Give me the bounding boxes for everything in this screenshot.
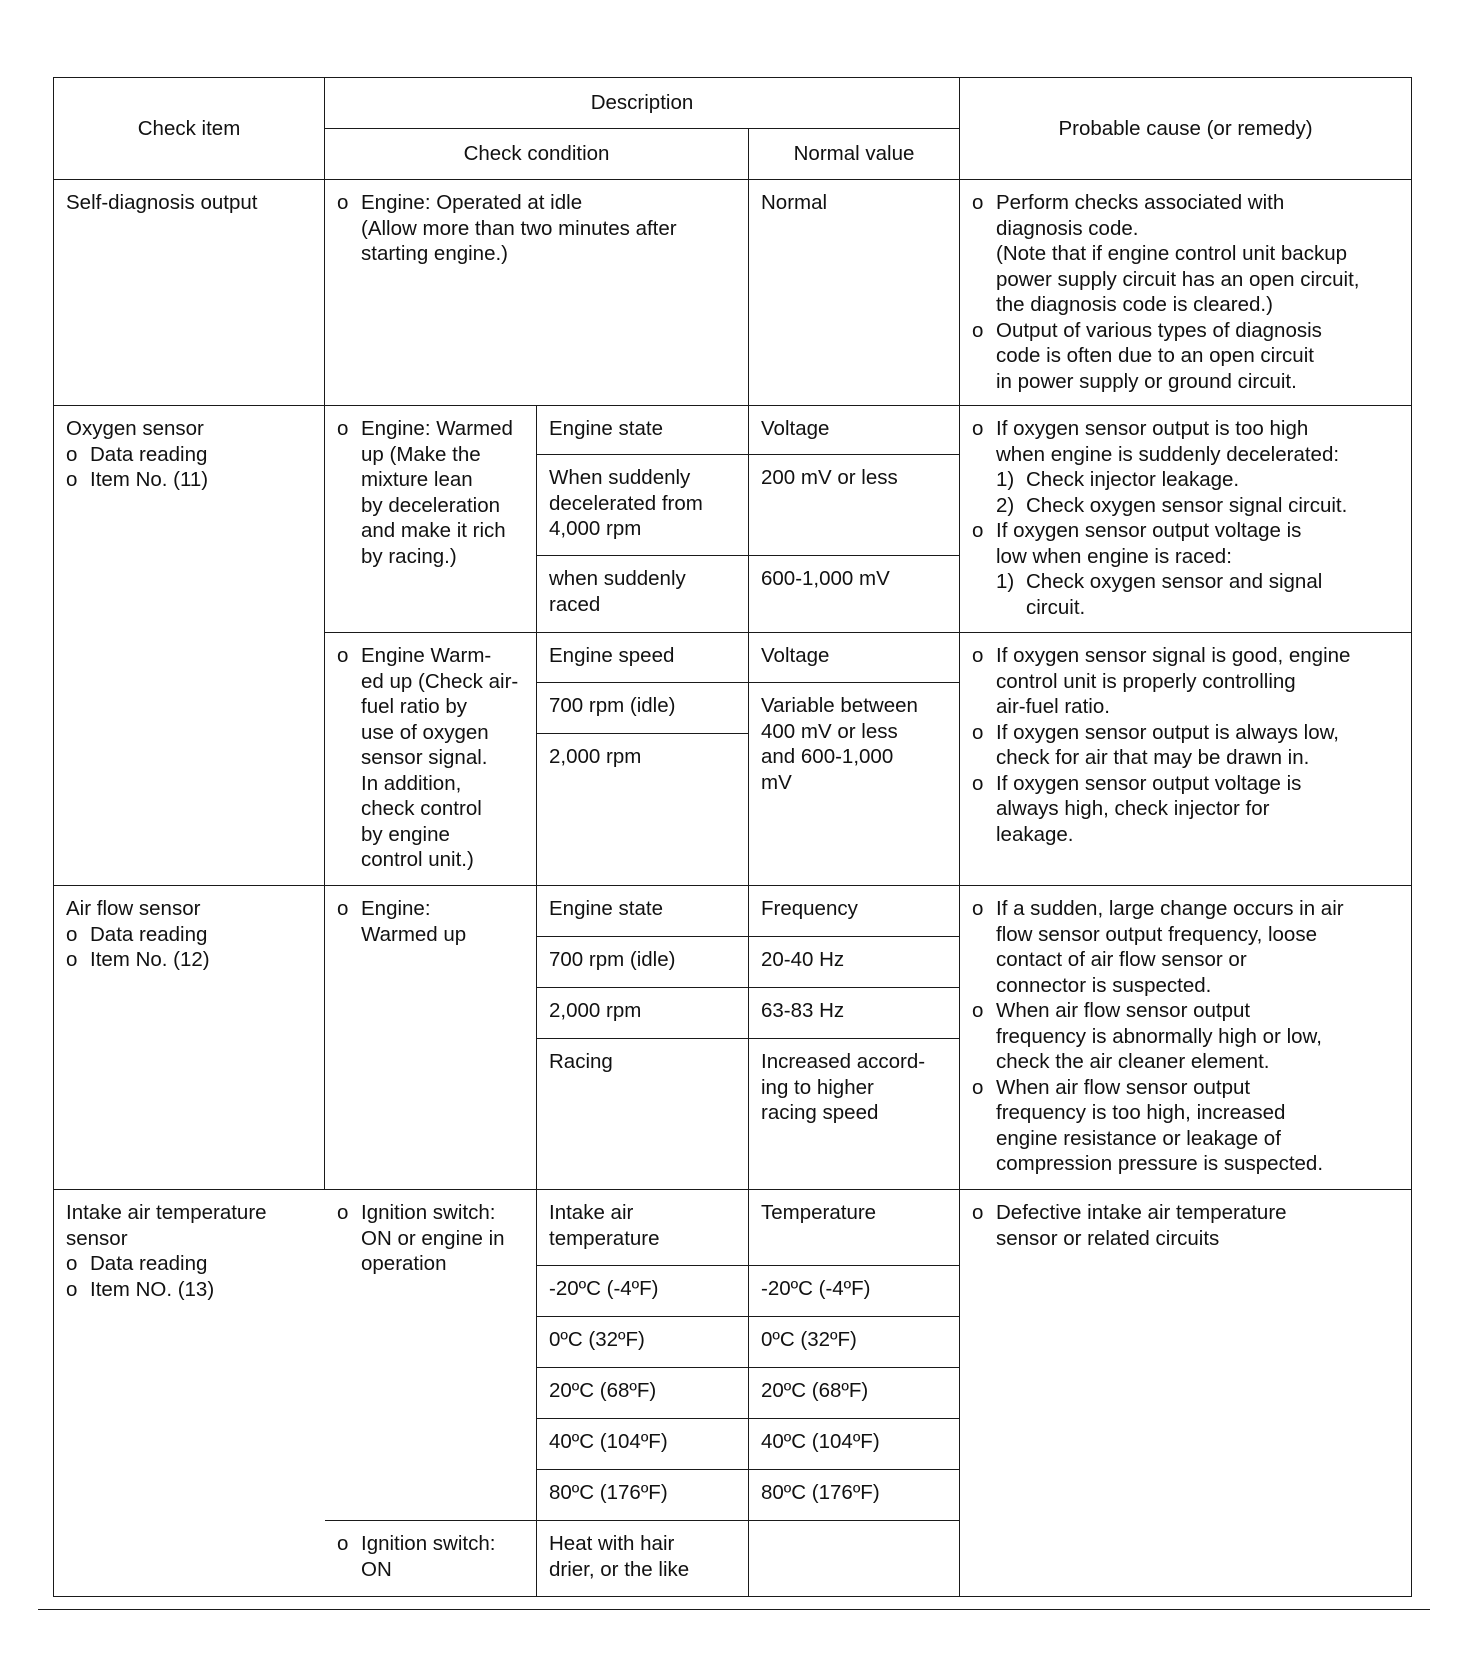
page-bottom-rule: [38, 1609, 1430, 1610]
airflow-item: Air flow sensor o Data reading o Item No. (12): [54, 886, 325, 1190]
airflow-value-2000: 63-83 Hz: [749, 988, 960, 1039]
intake-state: 0ºC (32ºF): [537, 1317, 749, 1368]
self-diag-item: Self-diagnosis output: [54, 180, 325, 406]
airflow-state-idle: 700 rpm (idle): [537, 937, 749, 988]
oxygen-state-decel: When suddenly decelerated from 4,000 rpm: [537, 455, 749, 556]
airflow-frequency-header: Frequency: [749, 886, 960, 937]
oxygen-state-raced: when suddenly raced: [537, 556, 749, 633]
intake-state: 40ºC (104ºF): [537, 1419, 749, 1470]
header-row-1: [54, 78, 1412, 129]
row-self-diagnosis: [54, 180, 1412, 406]
header-check-item: Check item: [54, 78, 325, 180]
check-table: [53, 77, 1412, 1597]
airflow-state-racing: Racing: [537, 1039, 749, 1190]
intake-condition-2: o Ignition switch: ON: [325, 1521, 537, 1597]
airflow-condition: o Engine: Warmed up: [325, 886, 537, 1190]
oxygen-cause-1: o If oxygen sensor output is too high when engine is suddenly decelerated: 1) Check injector leakage. 2) Check oxygen sensor signal circuit. o If oxygen sensor output voltage is low when engine is raced: 1) Check oxygen sensor and signal circuit.: [960, 406, 1412, 633]
intake-temperature-header: Temperature: [749, 1190, 960, 1266]
intake-value: 40ºC (104ºF): [749, 1419, 960, 1470]
intake-heat-value: [749, 1521, 960, 1597]
oxygen-speed-header: Engine speed: [537, 633, 749, 683]
oxygen-condition-1: o Engine: Warmed up (Make the mixture lean by deceleration and make it rich by racing.): [325, 406, 537, 633]
oxygen-item: Oxygen sensor o Data reading o Item No. (11): [54, 406, 325, 886]
airflow-value-racing: Increased accord- ing to higher racing speed: [749, 1039, 960, 1190]
intake-condition-1: o Ignition switch: ON or engine in operation: [325, 1190, 537, 1521]
self-diag-cause: o Perform checks associated with diagnosis code. (Note that if engine control unit backup power supply circuit has an open circuit, the diagnosis code is cleared.) o Output of various types of diagnosis code is often due to an open circuit in power supply or ground circuit.: [960, 180, 1412, 406]
intake-value: 80ºC (176ºF): [749, 1470, 960, 1521]
intake-cause: o Defective intake air temperature sensor or related circuits: [960, 1190, 1412, 1597]
row-oxygen-header: [54, 406, 1412, 455]
airflow-state-2000: 2,000 rpm: [537, 988, 749, 1039]
intake-item: Intake air temperature sensor o Data reading o Item NO. (13): [54, 1190, 325, 1597]
intake-state: -20ºC (-4ºF): [537, 1266, 749, 1317]
oxygen-engine-state-header: Engine state: [537, 406, 749, 455]
airflow-state-header: Engine state: [537, 886, 749, 937]
header-probable-cause: Probable cause (or remedy): [960, 78, 1412, 180]
self-diag-normal: Normal: [749, 180, 960, 406]
row-intake-header: [54, 1190, 1412, 1266]
oxygen-voltage-header-2: Voltage: [749, 633, 960, 683]
oxygen-condition-2: o Engine Warm- ed up (Check air- fuel ratio by use of oxygen sensor signal. In addition, check control by engine control unit.): [325, 633, 537, 886]
intake-value: 0ºC (32ºF): [749, 1317, 960, 1368]
intake-state-header: Intake air temperature: [537, 1190, 749, 1266]
oxygen-value-variable: Variable between 400 mV or less and 600-1,000 mV: [749, 683, 960, 886]
header-description: Description: [325, 78, 960, 129]
airflow-cause: o If a sudden, large change occurs in air flow sensor output frequency, loose contact of air flow sensor or connector is suspected. o When air flow sensor output frequency is abnormally high or low, check the air cleaner element. o When air flow sensor output frequency is too high, increased engine resistance or leakage of compression pressure is suspected.: [960, 886, 1412, 1190]
intake-state: 20ºC (68ºF): [537, 1368, 749, 1419]
airflow-value-idle: 20-40 Hz: [749, 937, 960, 988]
header-check-condition: Check condition: [325, 129, 749, 180]
oxygen-cause-2: o If oxygen sensor signal is good, engine control unit is properly controlling air-fuel ratio. o If oxygen sensor output is always low, check for air that may be drawn in. o If oxygen sensor output voltage is always high, check injector for leakage.: [960, 633, 1412, 886]
oxygen-value-decel: 200 mV or less: [749, 455, 960, 556]
oxygen-value-raced: 600-1,000 mV: [749, 556, 960, 633]
intake-value: 20ºC (68ºF): [749, 1368, 960, 1419]
oxygen-speed-2000: 2,000 rpm: [537, 734, 749, 886]
self-diag-condition: o Engine: Operated at idle (Allow more than two minutes after starting engine.): [325, 180, 749, 406]
header-normal-value: Normal value: [749, 129, 960, 180]
intake-heat-state: Heat with hair drier, or the like: [537, 1521, 749, 1597]
oxygen-speed-idle: 700 rpm (idle): [537, 683, 749, 734]
oxygen-voltage-header: Voltage: [749, 406, 960, 455]
intake-state: 80ºC (176ºF): [537, 1470, 749, 1521]
intake-value: -20ºC (-4ºF): [749, 1266, 960, 1317]
row-airflow-header: [54, 886, 1412, 937]
